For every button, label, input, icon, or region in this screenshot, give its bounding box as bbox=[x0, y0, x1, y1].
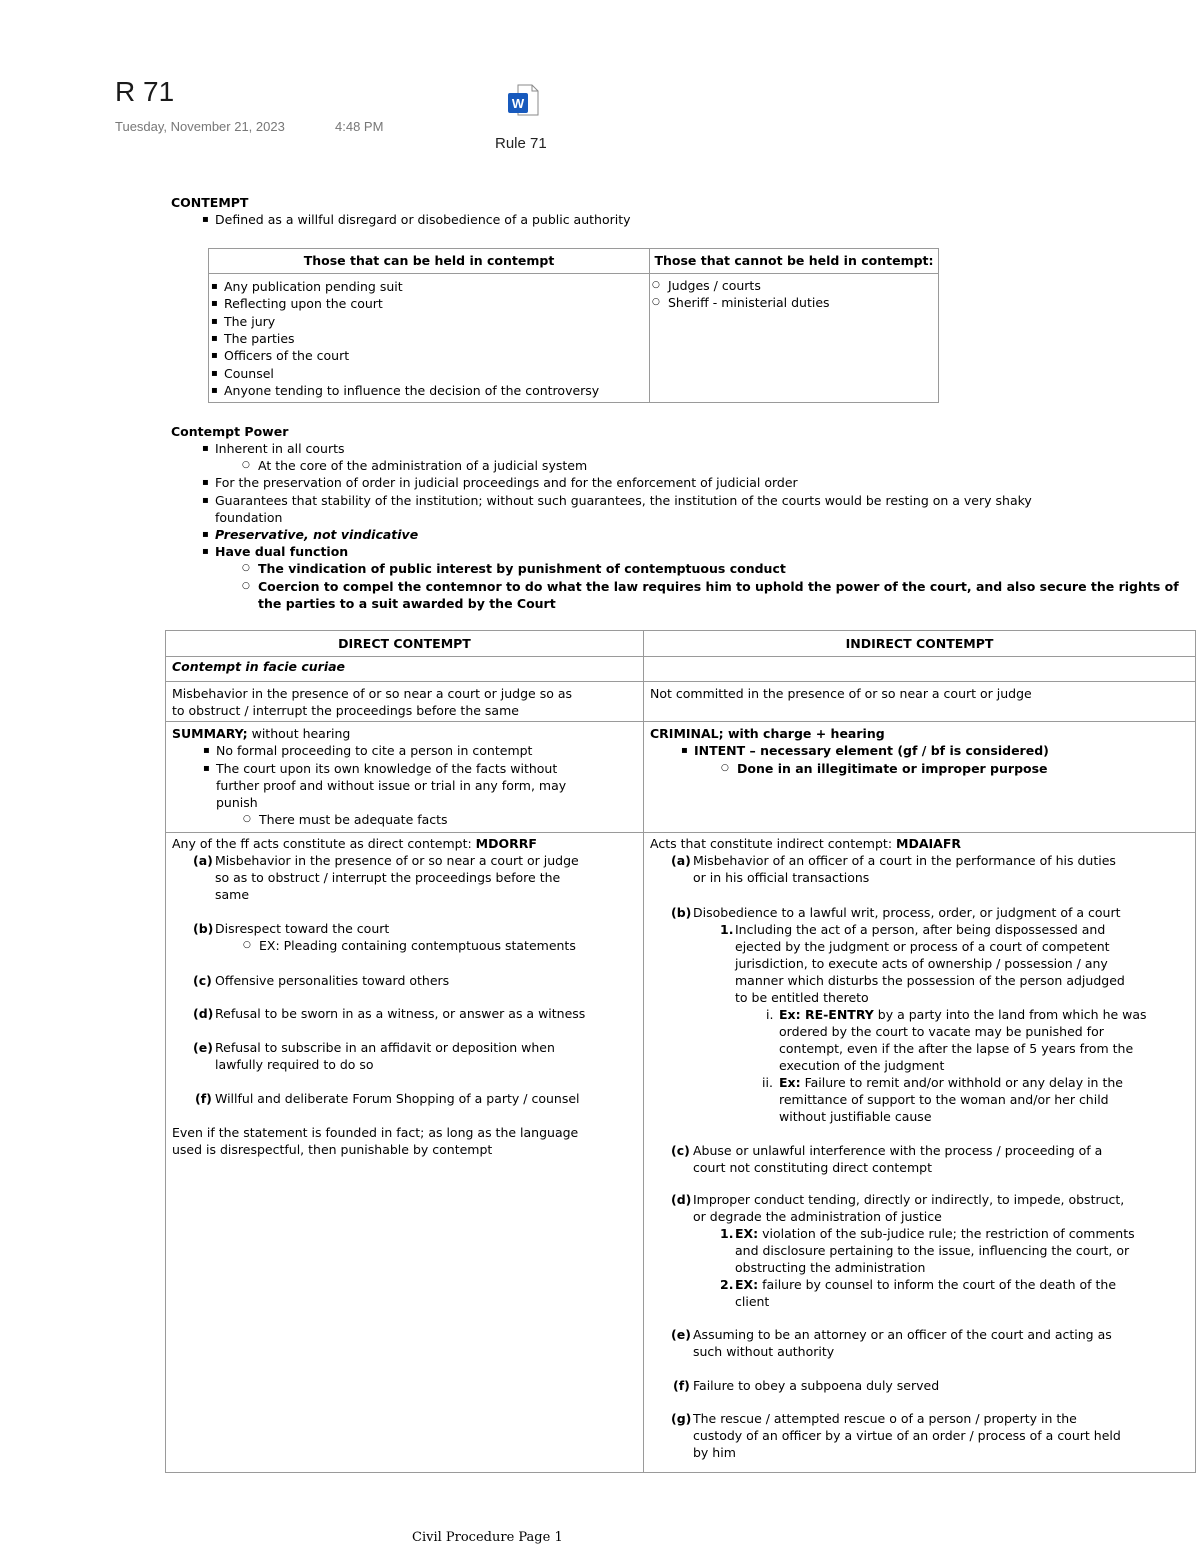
table1-can-list bbox=[209, 274, 649, 402]
table1-cannot-item: ○ Sheriff - ministerial duties bbox=[668, 294, 830, 311]
indirect-contempt-header: INDIRECT CONTEMPT bbox=[845, 636, 994, 651]
direct-act-a-cont: so as to obstruct / interrupt the proceedings before the bbox=[215, 870, 561, 885]
item-label: (a) bbox=[671, 853, 691, 868]
indirect-act-c: Abuse or unlawful interference with the process / proceeding of a bbox=[693, 1143, 1103, 1158]
indirect-act-b1: Including the act of a person, after being dispossessed and bbox=[735, 922, 1106, 937]
indirect-act-d1-cont: obstructing the administration bbox=[735, 1260, 926, 1275]
power-sub-bullet-cont: the parties to a suit awarded by the Court bbox=[258, 596, 556, 611]
power-bullet: ▪ Inherent in all courts bbox=[215, 440, 345, 457]
indirect-act-b1-cont: jurisdiction, to execute acts of ownership / possession / any bbox=[735, 956, 1108, 971]
page-footer: Civil Procedure Page 1 bbox=[412, 1530, 563, 1545]
direct-note: Even if the statement is founded in fact; as long as the language bbox=[172, 1125, 579, 1140]
direct-definition: Misbehavior in the presence of or so near a court or judge so as bbox=[172, 686, 572, 701]
power-bullet: ▪ Preservative, not vindicative bbox=[215, 526, 418, 543]
indirect-act-d2: EX: failure by counsel to inform the court of the death of the bbox=[735, 1277, 1117, 1292]
item-label: 2. bbox=[720, 1277, 734, 1292]
indirect-act-d2-cont: client bbox=[735, 1294, 770, 1309]
item-label: (a) bbox=[193, 853, 213, 868]
word-document-icon[interactable] bbox=[506, 83, 542, 119]
direct-act-c: Offensive personalities toward others bbox=[215, 973, 450, 988]
power-sub-bullet: ○ At the core of the administration of a judicial system bbox=[258, 457, 587, 474]
power-bullet: ▪ For the preservation of order in judicial proceedings and for the enforcement of judicial order bbox=[215, 474, 798, 491]
item-label: (d) bbox=[193, 1006, 214, 1021]
contempt-definition: ▪ Defined as a willful disregard or disobedience of a public authority bbox=[215, 211, 631, 228]
item-label: (d) bbox=[671, 1192, 692, 1207]
table1-can-item: ▪ The jury bbox=[224, 313, 275, 330]
direct-act-d: Refusal to be sworn in as a witness, or answer as a witness bbox=[215, 1006, 586, 1021]
table1-header-cannot: Those that cannot be held in contempt: bbox=[654, 253, 934, 268]
indirect-criminal: CRIMINAL; with charge + hearing bbox=[650, 726, 885, 741]
indirect-act-g: The rescue / attempted rescue o of a person / property in the bbox=[693, 1411, 1077, 1426]
indirect-act-e-cont: such without authority bbox=[693, 1344, 835, 1359]
direct-summary-bullet-cont: punish bbox=[216, 795, 258, 810]
indirect-act-d-cont: or degrade the administration of justice bbox=[693, 1209, 942, 1224]
indirect-act-d1: EX: violation of the sub-judice rule; the restriction of comments bbox=[735, 1226, 1135, 1241]
indirect-act-e: Assuming to be an attorney or an officer of the court and acting as bbox=[693, 1327, 1112, 1342]
table1-can-item: ▪ Counsel bbox=[224, 365, 274, 382]
item-label: ii. bbox=[762, 1075, 773, 1090]
item-label: (f) bbox=[673, 1378, 690, 1393]
direct-act-e-cont: lawfully required to do so bbox=[215, 1057, 374, 1072]
indirect-act-b1-i-cont: execution of the judgment bbox=[779, 1058, 945, 1073]
direct-summary-bullet-cont: further proof and without issue or trial in any form, may bbox=[216, 778, 567, 793]
indirect-act-b1-ii-cont: remittance of support to the woman and/or her child bbox=[779, 1092, 1109, 1107]
power-sub-bullet: ○ The vindication of public interest by punishment of contemptuous conduct bbox=[258, 560, 786, 577]
indirect-act-f: Failure to obey a subpoena duly served bbox=[693, 1378, 940, 1393]
page-title: R 71 bbox=[115, 76, 175, 107]
attachment-label[interactable]: Rule 71 bbox=[495, 135, 547, 152]
item-label: (e) bbox=[193, 1040, 213, 1055]
indirect-act-b1-cont: to be entitled thereto bbox=[735, 990, 869, 1005]
direct-summary-bullet: ▪ The court upon its own knowledge of the facts without bbox=[216, 760, 557, 777]
indirect-act-b1-cont: manner which disturbs the possession of the person adjudged bbox=[735, 973, 1125, 988]
indirect-act-b: Disobedience to a lawful writ, process, order, or judgment of a court bbox=[693, 905, 1121, 920]
direct-summary: SUMMARY; without hearing bbox=[172, 726, 351, 741]
table1-can-item: ▪ Reflecting upon the court bbox=[224, 295, 383, 312]
item-label: (c) bbox=[193, 973, 212, 988]
power-heading: Contempt Power bbox=[171, 424, 289, 439]
item-label: 1. bbox=[720, 1226, 734, 1241]
item-label: (b) bbox=[671, 905, 692, 920]
item-label: (c) bbox=[671, 1143, 690, 1158]
indirect-intent-sub-bullet: ○ Done in an illegitimate or improper purpose bbox=[737, 760, 1048, 777]
page-time: 4:48 PM bbox=[335, 119, 384, 134]
table1-can-item: ▪ Anyone tending to influence the decision of the controversy bbox=[224, 382, 599, 399]
table1-can-item: ▪ The parties bbox=[224, 330, 295, 347]
page-date: Tuesday, November 21, 2023 bbox=[115, 119, 285, 134]
item-label: (f) bbox=[195, 1091, 212, 1106]
indirect-acts-intro: Acts that constitute indirect contempt: MDAIAFR bbox=[650, 836, 961, 851]
indirect-act-c-cont: court not constituting direct contempt bbox=[693, 1160, 933, 1175]
power-bullet-cont: foundation bbox=[215, 510, 283, 525]
contempt-parties-table bbox=[208, 248, 939, 403]
indirect-intent-bullet: ▪ INTENT – necessary element (gf / bf is considered) bbox=[694, 742, 1049, 759]
indirect-act-a-cont: or in his official transactions bbox=[693, 870, 870, 885]
indirect-act-g-cont: custody of an officer by a virtue of an order / process of a court held bbox=[693, 1428, 1121, 1443]
table1-can-item: ▪ Any publication pending suit bbox=[224, 278, 403, 295]
direct-act-e: Refusal to subscribe in an affidavit or deposition when bbox=[215, 1040, 555, 1055]
direct-act-b: Disrespect toward the court bbox=[215, 921, 390, 936]
table1-can-item: ▪ Officers of the court bbox=[224, 347, 349, 364]
direct-act-a-cont: same bbox=[215, 887, 250, 902]
direct-summary-sub-bullet: ○ There must be adequate facts bbox=[259, 811, 448, 828]
direct-act-f: Willful and deliberate Forum Shopping of a party / counsel bbox=[215, 1091, 580, 1106]
direct-acts-intro: Any of the ff acts constitute as direct contempt: MDORRF bbox=[172, 836, 537, 851]
table1-header-can: Those that can be held in contempt bbox=[303, 253, 555, 268]
indirect-act-d: Improper conduct tending, directly or indirectly, to impede, obstruct, bbox=[693, 1192, 1125, 1207]
indirect-act-b1-i-cont: ordered by the court to vacate may be punished for bbox=[779, 1024, 1104, 1039]
direct-act-b-example: ○ EX: Pleading containing contemptuous statements bbox=[259, 937, 576, 954]
power-bullet: ▪ Guarantees that stability of the institution; without such guarantees, the institution of the courts would be resting on a very shaky bbox=[215, 492, 1032, 509]
direct-act-a: Misbehavior in the presence of or so near a court or judge bbox=[215, 853, 579, 868]
indirect-act-b1-ii-cont: without justifiable cause bbox=[779, 1109, 932, 1124]
indirect-act-g-cont: by him bbox=[693, 1445, 736, 1460]
item-label: (b) bbox=[193, 921, 214, 936]
indirect-act-b1-i-cont: contempt, even if the after the lapse of 5 years from the bbox=[779, 1041, 1134, 1056]
item-label: (g) bbox=[671, 1411, 692, 1426]
indirect-act-b1-cont: ejected by the judgment or process of a court of competent bbox=[735, 939, 1110, 954]
power-bullet: ▪ Have dual function bbox=[215, 543, 348, 560]
indirect-act-b1-i: Ex: RE-ENTRY by a party into the land from which he was bbox=[779, 1007, 1147, 1022]
indirect-act-b1-ii: Ex: Failure to remit and/or withhold or any delay in the bbox=[779, 1075, 1123, 1090]
table1-cannot-item: ○ Judges / courts bbox=[668, 277, 761, 294]
indirect-definition: Not committed in the presence of or so near a court or judge bbox=[650, 686, 1032, 701]
item-label: (e) bbox=[671, 1327, 691, 1342]
contempt-heading: CONTEMPT bbox=[171, 195, 249, 210]
direct-note: used is disrespectful, then punishable by contempt bbox=[172, 1142, 493, 1157]
power-sub-bullet: ○ Coercion to compel the contemnor to do what the law requires him to uphold the power of the court, and also secure the rights of bbox=[258, 578, 1179, 595]
direct-summary-bullet: ▪ No formal proceeding to cite a person in contempt bbox=[216, 742, 532, 759]
indirect-act-d1-cont: and disclosure pertaining to the issue, influencing the court, or bbox=[735, 1243, 1130, 1258]
indirect-act-a: Misbehavior of an officer of a court in the performance of his duties bbox=[693, 853, 1116, 868]
svg-text:W: W bbox=[511, 96, 525, 111]
item-label: 1. bbox=[720, 922, 734, 937]
direct-definition: to obstruct / interrupt the proceedings before the same bbox=[172, 703, 519, 718]
direct-latin-term: Contempt in facie curiae bbox=[172, 659, 346, 674]
direct-indirect-table bbox=[165, 630, 1196, 1473]
item-label: i. bbox=[766, 1007, 774, 1022]
direct-contempt-header: DIRECT CONTEMPT bbox=[338, 636, 471, 651]
table1-cannot-list bbox=[650, 274, 938, 402]
